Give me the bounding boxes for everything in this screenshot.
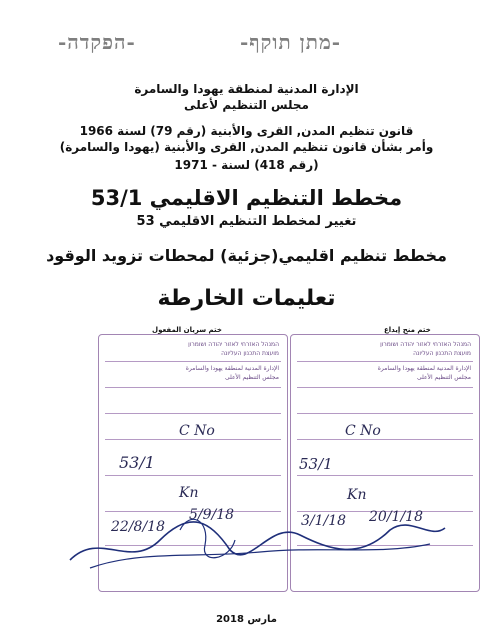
stamp-header-arabic: الإدارة المدنية لمنطقة يهودا والسامرة xyxy=(185,365,279,372)
plan-title: مخطط التنظيم الاقليمي 53/1 xyxy=(90,186,403,210)
handwriting-plan-number: 53/1 xyxy=(119,453,155,472)
stamp-header-hebrew: המנהל האזרחי לאזור יהודה ושומרון xyxy=(188,341,279,348)
stamp-header-hebrew: המנהל האזרחי לאזור יהודה ושומרון xyxy=(380,341,471,348)
handwriting-initials: Kn xyxy=(179,485,199,501)
handwriting-plan-number: 53/1 xyxy=(299,455,333,473)
stamp-label-right: ختم منح إيداع xyxy=(384,326,431,334)
plan-subtitle: تغيير لمخطط التنظيم الاقليمي 53 xyxy=(136,214,357,229)
law-line-1: قانون تنظيم المدن, القرى والأبنية (رقم 79) لسنة 1966 xyxy=(79,124,414,138)
stamp-header-arabic-2: مجلس التنظيم الأعلى xyxy=(224,374,279,381)
handwriting-date-2: 20/1/18 xyxy=(369,509,423,525)
document-date: مارس 2018 xyxy=(216,614,277,625)
stamp-label-left: ختم سريان المفعول xyxy=(152,326,222,334)
handwriting-date-1: 22/8/18 xyxy=(111,519,165,535)
stamp-header-arabic: الإدارة المدنية لمنطقة يهودا والسامرة xyxy=(377,365,471,372)
handwriting-code: C No xyxy=(345,423,381,439)
authority-line-2: مجلس التنظيم لأعلى xyxy=(184,98,309,112)
handwriting-initials: Kn xyxy=(347,487,367,503)
law-line-2: وأمر بشأن قانون تنظيم المدن, القرى والأبنية (يهودا والسامرة) xyxy=(59,140,434,154)
handwriting-code: C No xyxy=(179,423,215,439)
law-line-3: (رقم 418) لسنة - 1971 xyxy=(174,158,319,172)
authority-line-1: الإدارة المدنية لمنطقة يهودا والسامرة xyxy=(134,82,359,96)
signature-scribble xyxy=(60,500,450,580)
handwriting-date-1: 3/1/18 xyxy=(301,513,347,529)
validation-stamp-text: -מתן תוקף- xyxy=(240,30,342,54)
deposit-stamp-text: -הפקדה- xyxy=(58,30,136,54)
handwriting-date-2: 5/9/18 xyxy=(189,507,235,523)
document-title: تعليمات الخارطة xyxy=(157,286,336,311)
stamp-header-hebrew-2: מועצת התכנון העליונה xyxy=(413,350,471,357)
stamp-header-hebrew-2: מועצת התכנון העליונה xyxy=(221,350,279,357)
stamp-header-arabic-2: مجلس التنظيم الأعلى xyxy=(416,374,471,381)
plan-description: مخطط تنظيم اقليمي(جزئية) لمحطات تزويد الوقود xyxy=(46,246,447,265)
